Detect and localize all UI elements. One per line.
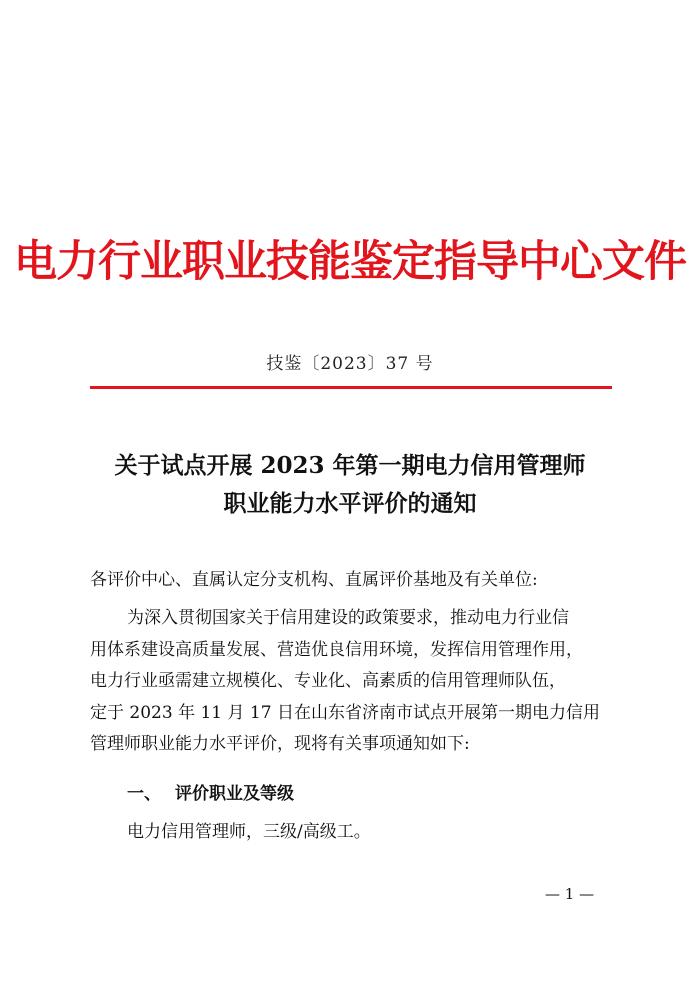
red-divider-line — [90, 386, 612, 389]
body-paragraph — [90, 603, 612, 761]
section-number: 一、 — [127, 784, 161, 804]
salutation: 各评价中心、直属认定分支机构、直属评价基地及有关单位: — [90, 570, 538, 590]
paragraph-line: 管理师职业能力水平评价，现将有关事项通知如下: — [90, 734, 470, 754]
section-heading — [127, 779, 294, 809]
paragraph-line: 电力行业亟需建立规模化、专业化、高素质的信用管理师队伍， — [90, 671, 566, 691]
paragraph-line: 定于 2023 年 11 月 17 日在山东省济南市试点开展第一期电力信用 — [90, 702, 600, 723]
section-heading-text: 评价职业及等级 — [175, 784, 294, 804]
notice-title-line-2: 职业能力水平评价的通知 — [223, 490, 477, 517]
notice-title-line-1: 关于试点开展 2023 年第一期电力信用管理师 — [114, 452, 586, 479]
issuer-header-title: 电力行业职业技能鉴定指导中心文件 — [14, 237, 686, 287]
paragraph-line: 用体系建设高质量发展、营造优良信用环境，发挥信用管理作用， — [90, 639, 583, 660]
section-content: 电力信用管理师，三级/高级工。 — [127, 822, 371, 842]
page-number: — 1 — — [545, 885, 595, 903]
notice-title — [0, 447, 700, 523]
paragraph-line: 为深入贯彻国家关于信用建设的政策要求，推动电力行业信 — [127, 608, 569, 628]
document-number: 技鉴〔2023〕37 号 — [266, 354, 434, 374]
